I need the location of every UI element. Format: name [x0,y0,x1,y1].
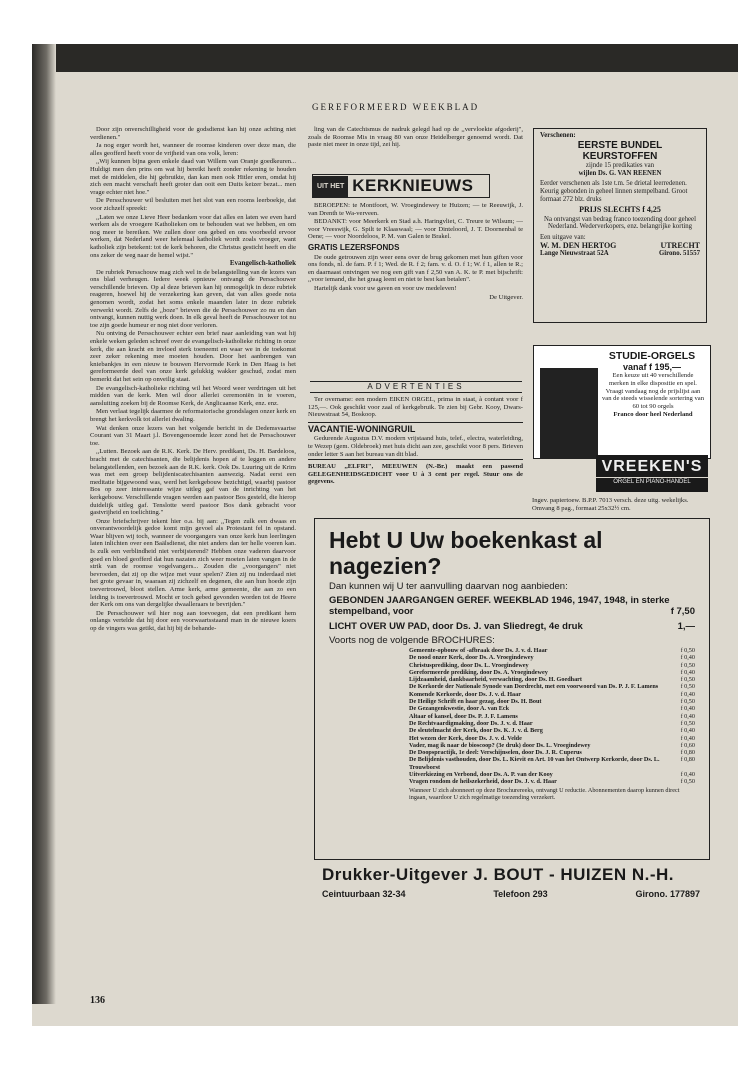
printer-giro: Girono. 177897 [635,889,700,899]
boekenkast-ad [314,518,710,860]
ad-subtitle: zijnde 15 predikaties van [585,161,655,169]
ad-price: PRIJS SLECHTS f 4,25 [579,204,661,214]
studie-orgels-ad [533,345,711,459]
offer-item: LICHT OVER UW PAD, door Ds. J. van Sliedregt, 4e druk [329,621,583,632]
column-middle [308,126,523,150]
vacante-heading: VACANTIE-WONINGRUIL [308,422,523,434]
paragraph: Ja nog erger wordt het, wanneer de roomse kinderen over deze man, die alles geofferd heeft voor de vrijheid van ons volk, leren: [90,142,296,157]
paragraph: Door zijn onverschilligheid voor de godsdienst kan hij onze achting niet verdienen." [90,126,296,141]
signature: De Uitgever. [489,293,523,301]
printer-phone: Telefoon 293 [493,889,548,899]
list-note: Wanneer U zich abonneert op deze Brochurereeks, ontvangt U reductie. Abonnementen daarop kunnen direct ingaan, waardoor U zich regelmatige toezending verzekert. [409,786,680,801]
ad-subtitle: Dan kunnen wij U ter aanvulling daarvan nog aanbieden: [329,581,568,592]
ad-title: STUDIE-ORGELS [608,350,696,362]
paragraph: Onze briefschrijver tekent hier o.a. bij aan: ,,Tegen zulk een dwaas en onverantwoordelijk gedoe komt mijn gevoel als Protestant fel in opstand. Waar blijven wij toch, wanneer de voorgangers van onze kerk hun leerlingen laten inlichten over een Baälsdienst, die niet anders dan ter helle voeren kan. Is zulk een verblindheid niet verbijsterend? Hebben onze vaderen daarvoor goed en bloed geofferd dat hun nazaten zich weer moeten laten vangen in de strik van de roomse vogelvangers... Zouden die ,,voorgangers" niet bevroeden, dat zij op die wijze met vuur spelen? Zien zij nu inderdaad niet het grote gevaar in, waaraan zij zichzelf en degenen, die aan hun hoede zijn toevertrouwd, bloot stellen. Arme kerk, arme gemeente, die aan zo een leiding is toevertrouwd. Mocht er toch gebed gevonden worden tot de Heere der Kerk om ons van dergelijke dwaalleraars te bevrijden." [90,517,296,609]
ad-subtitle: wijlen Ds. G. VAN REENEN [578,169,662,177]
list-item: De Belijdenis vasthouden, door Ds. L. Kievit en Art. 10 van het Ontwerp Kerkorde, door Ds. L. Trouwborst f 0,80 [409,756,695,771]
section-heading: Evangelisch-katholiek [229,259,296,268]
list-item: De Rechtvaardigmaking, door Ds. J. v. d. Haar f 0,50 [409,719,695,727]
ad-label: Verschenen: [540,132,576,139]
column-left [90,126,296,634]
kerknieuws-body [308,202,523,302]
paragraph: Men verlaat tegelijk daarmee de reformatorische grondslagen onzer kerk en brengt het kerkvolk tot allerlei dwaling. [90,408,296,423]
list-item: Het wezen der Kerk, door Ds. J. v. d. Velde f 0,40 [409,734,695,742]
publisher-name: W. M. DEN HERTOG [540,240,617,250]
publisher-giro: Girono. 51557 [658,249,700,257]
ad-text: Franco door heel Nederland [613,410,693,418]
list-item: Vragen rondom de heilszekerheid, door Ds. J. v. d. Haar f 0,50 [409,778,695,786]
offer-price: 1,— [677,621,695,632]
ad-headline: Hebt U Uw boekenkast al nagezien? [329,527,603,579]
list-item: Christusprediking, door Ds. L. Vroegindewey f 0,50 [409,661,695,669]
kerknieuws-prefix: UIT HET [313,176,348,197]
list-item: Uitverkiezing en Verbond, door Ds. A. P. van der Kooy f 0,40 [409,771,695,779]
classified-ad: Gedurende Augustus D.V. modern vrijstaand huis, telef., electra, waterleiding, te Wezep (gem. Oldebroek) met huis dicht aan zee, geschikt voor 8 pers. Brieven onder letter S aan het bureau van dit blad. [308,435,523,458]
paragraph: De Persschouwer wil hier nog aan toevoegen, dat een predikant hem onlangs vertelde dat hij door een voorwaartsstaand man in de nieuwe koers op de vingers was getikt, dat hij bij de behande- [90,609,296,632]
ad-text: Een keuze uit 40 verschillende merken in elke dispositie en spel. Vraagt vandaag nog de prijslijst aan van de steeds wisselende sortering van 60 tot 90 orgels [602,372,704,411]
ad-text: Eerder verschenen als 1ste t.m. 5e drietal leerredenen. Keurig gebonden in geheel linnen stempelband. Groot formaat 272 blz. druks [540,180,688,203]
ad-title: EERSTE BUNDEL [577,139,663,151]
paragraph: ,,Lutten. Bezoek aan de R.K. Kerk. De Herv. predikant, Ds. H. Bardeloos, bracht met de catechisanten, die belijdenis hopen af te leggen en andere belangstellenden, een bezoek aan de R.K. kerk. Ook Ds. Luuring uit de Krim was met een groep belijdeniscatechisanten aanwezig. Nadat eerst een meditatie bijgewoond was, werd het kerkgebouw bezichtigd, waarbij pastoor Bos op zeer interessante wijze uitleg gaf van de inrichting van het kerkgebouw. Verschillende vragen werden aan pastoor Bos gesteld, die hierop duidelijk uitleg gaf. Tenslotte werd pastoor Bos dank gebracht voor gastvrijheid en toelichting." [90,448,296,517]
kerknieuws-heading: KERKNIEUWS [352,176,474,195]
ad-title: KEURSTOFFEN [582,150,658,162]
paragraph: De oude getrouwen zijn weer eens over de brug gekomen met hun giften voor ons fonds, nl. de fam. P. f 1; Wed. de R. f 2; fam. v. d. O. f 1; W. f 1, allen te R.; en daarnaast ontvingen we nog een gift van f 2,50 van A. K. te P. met bijschrift: ,,voor iemand, die het graag leent en niet te best kan betalen". [308,253,523,284]
vreeken-logo: VREEKEN'S [596,455,708,477]
paragraph: De evangelisch-katholieke richting wil het Woord weer verdringen uit het midden van de kerk. Men wil door allerlei ceremoniën in te voeren, aansluiting zoeken bij de Roomse Kerk, de Anglicaanse Kerk, enz. enz. [90,384,296,407]
list-item: Komende Kerkorde, door Ds. J. v. d. Haar f 0,40 [409,690,695,698]
list-item: Gemeente-opbouw of -afbraak door Ds. J. v. d. Haar f 0,50 [409,647,695,654]
publisher-address: Lange Nieuwstraat 52A [540,249,609,257]
classified-ad: BUREAU ,,ELFRI", MEEUWEN (N.-Br.) maakt een passend GELEGENHEIDSGEDICHT voor U à 3 cent per regel. Stuur ons de gegevens. [308,459,523,486]
paragraph: Wat denken onze lezers van het volgende bericht in de Dedemsvaartse Courant van 31 Maart j.l. Bovengenoemde lezer zond het de Persschouwer toe. [90,424,296,447]
ad-text: Na ontvangst van bedrag franco toezending door geheel Nederland. Wederverkopers, enz. belangrijke korting [544,215,696,231]
ad-price: vanaf f 195,— [622,362,682,372]
kerknieuws-title [312,174,490,198]
paragraph: BEROEPEN: te Montfoort, W. Vroegindewey te Huizen; — te Reeuwijk, J. van Drenth te Wa-verveen. [308,202,523,217]
classifieds [308,396,523,487]
organ-illustration [540,368,598,458]
paragraph: BEDANKT: voor Meerkerk en Stad a.h. Haringvliet, C. Treure te Wilsum; — voor Vreeswijk, G. Spilt te Klaaswaal; — voor Dinteloord, J. T. Doornenbal te Oene; — voor Noordeloos, P. M. van Galen te Brakel. [308,218,523,241]
list-item: Vader, mag ik naar de bioscoop? (3e druk) door Ds. L. Vroegindewey f 0,60 [409,741,695,749]
vreeken-subtitle: ORGEL EN PIANO-HANDEL [596,478,708,492]
paragraph: De Persschouwer wil besluiten met het slot van een rooms leerboekje, dat voor zichzelf spreekt: [90,197,296,212]
list-item: De sleutelmacht der Kerk, door Ds. K. J. v. d. Berg f 0,40 [409,727,695,735]
list-item: Altaar of kansel, door Ds. P. J. F. Lamens f 0,40 [409,712,695,720]
page-shadow-top [32,44,738,72]
paper-notice: Ingev. papiertoew. B.P.P. 7013 versch. deze uitg. wekelijks. Omvang 8 pag., formaat 25x32½ cm. [532,497,689,512]
paragraph: ling van de Catechismus de nadruk gelegd had op de ,,vervloekte afgoderij", zoals de Roomse Mis in vraag 80 van onze Heidelberger genoemd wordt. Dat paste niet meer in onze tijd, zei hij. [308,126,523,149]
page-header: GEREFORMEERD WEEKBLAD [312,102,480,112]
list-item: De Heilige Schrift en haar gezag, door Ds. H. Bout f 0,50 [409,698,695,706]
fonds-heading: GRATIS LEZERSFONDS [308,242,400,252]
page-binding-shadow [32,44,56,1004]
list-item: De Kerkorde der Nationale Synode van Dordrecht, met een voorwoord van Ds. P. J. F. Lamens f 0,50 [409,683,695,691]
scan-margin-top [0,0,738,44]
list-item: De nood onzer Kerk, door Ds. A. Vroegindewey f 0,40 [409,654,695,662]
paragraph: Nu ontving de Persschouwer echter een brief naar aanleiding van wat hij enkele weken geleden schreef over de evangelisch-katholieke richting in onze kerk, die aan kracht en invloed sterk toeneemt en waar we in de toekomst zeer zeker rekening mee moeten houden. Door het aanbrengen van kniebankjes in een nieuw te bouwen Hervormde Kerk in Den Haag is het gereformeerde deel van onze kerk gelukkig wakker geschud, zodat men bemerkt dat het sein op onveilig staat. [90,330,296,383]
brochures-heading: Voorts nog de volgende BROCHURES: [329,635,495,646]
scan-margin-bottom [0,1026,738,1068]
paragraph: ,,Laten we onze Lieve Heer bedanken voor dat alles en laten we even hard werken als de vroegere Katholieken om te behouden wat we hebben, en om nog meer te bereiken. We zullen door ons gebed en ons voorbeeld ervoor werken, dat Nederland weer helemaal katholiek wordt zoals vroeger, want katholiek zijn betekent: tot de kerk behoren, die Christus gesticht heeft en die ons zeker de weg naar de hemel wijst." [90,213,296,259]
brochure-list [409,647,695,801]
paragraph: Hartelijk dank voor uw gaven en voor uw medeleven! [314,284,457,292]
printer-address: Ceintuurbaan 32-34 [322,889,406,899]
verschenen-ad [533,128,707,323]
ad-text: Een uitgave van: [540,234,586,242]
offer-price: f 7,50 [670,606,695,617]
offer-item: GEBONDEN JAARGANGEN GEREF. WEEKBLAD 1946, 1947, 1948, in sterke stempelband, voor [329,595,670,617]
advertenties-bar: ADVERTENTIES [310,381,522,393]
paragraph: ,,Wij kunnen bijna geen enkele daad van Willem van Oranje goedkeuren... Huldigt men den prins om wat hij bereikt heeft zonder rekening te houden met de middelen, die hij gebruikte, dan kan men ook Hitler eren, omdat hij zich een macht verschaft heeft groter dan ooit een Duits keizer bezat... men vrage echter niet hoe." [90,158,296,196]
list-item: De Gezangenkwestie, door A. van Eck f 0,40 [409,705,695,713]
list-item: De Doopspractijk, 1e deel: Verschijnselen, door Ds. J. R. Cuperus f 0,80 [409,749,695,757]
paragraph: De rubriek Persschouw mag zich wel in de belangstelling van de lezers van ons blad verheugen. Iedere week opnieuw ontvangt de Persschouwer verschillende brieven. Op al deze brieven kan hij onmogelijk in deze rubriek reageren, hoewel hij de verzekering kan geven, dat van alles goede nota genomen wordt, zodat het soms enkele maanden later in deze rubriek verwerkt wordt. Zelfs de ,,boze" brieven die de Persschouwer zo nu en dan ontvangt, kunnen nuttig werk doen. In elk geval heeft de Persschouwer tot nu toe zijn goede humeur er nog niet door verloren. [90,268,296,329]
list-item: Lijdzaamheid, dankbaarheid, verwachting, door Ds. H. Goedhart f 0,50 [409,676,695,684]
printer-name: Drukker-Uitgever J. BOUT - HUIZEN N.-H. [322,865,674,884]
page-number: 136 [90,995,105,1006]
printer-footer [322,865,712,899]
classified-ad: Ter overname: een modern EIKEN ORGEL, prima in staat, à contant voor f 125,—. Ook geschikt voor zaal of kerkgebruik. Te zien bij Gebr. Kooy, Dwars-Nieuwstraat 54, Boskoop. [308,396,523,419]
list-item: Gereformeerde prediking, door Ds. A. Vroegindewey f 0,40 [409,668,695,676]
publisher-city: UTRECHT [660,240,700,250]
